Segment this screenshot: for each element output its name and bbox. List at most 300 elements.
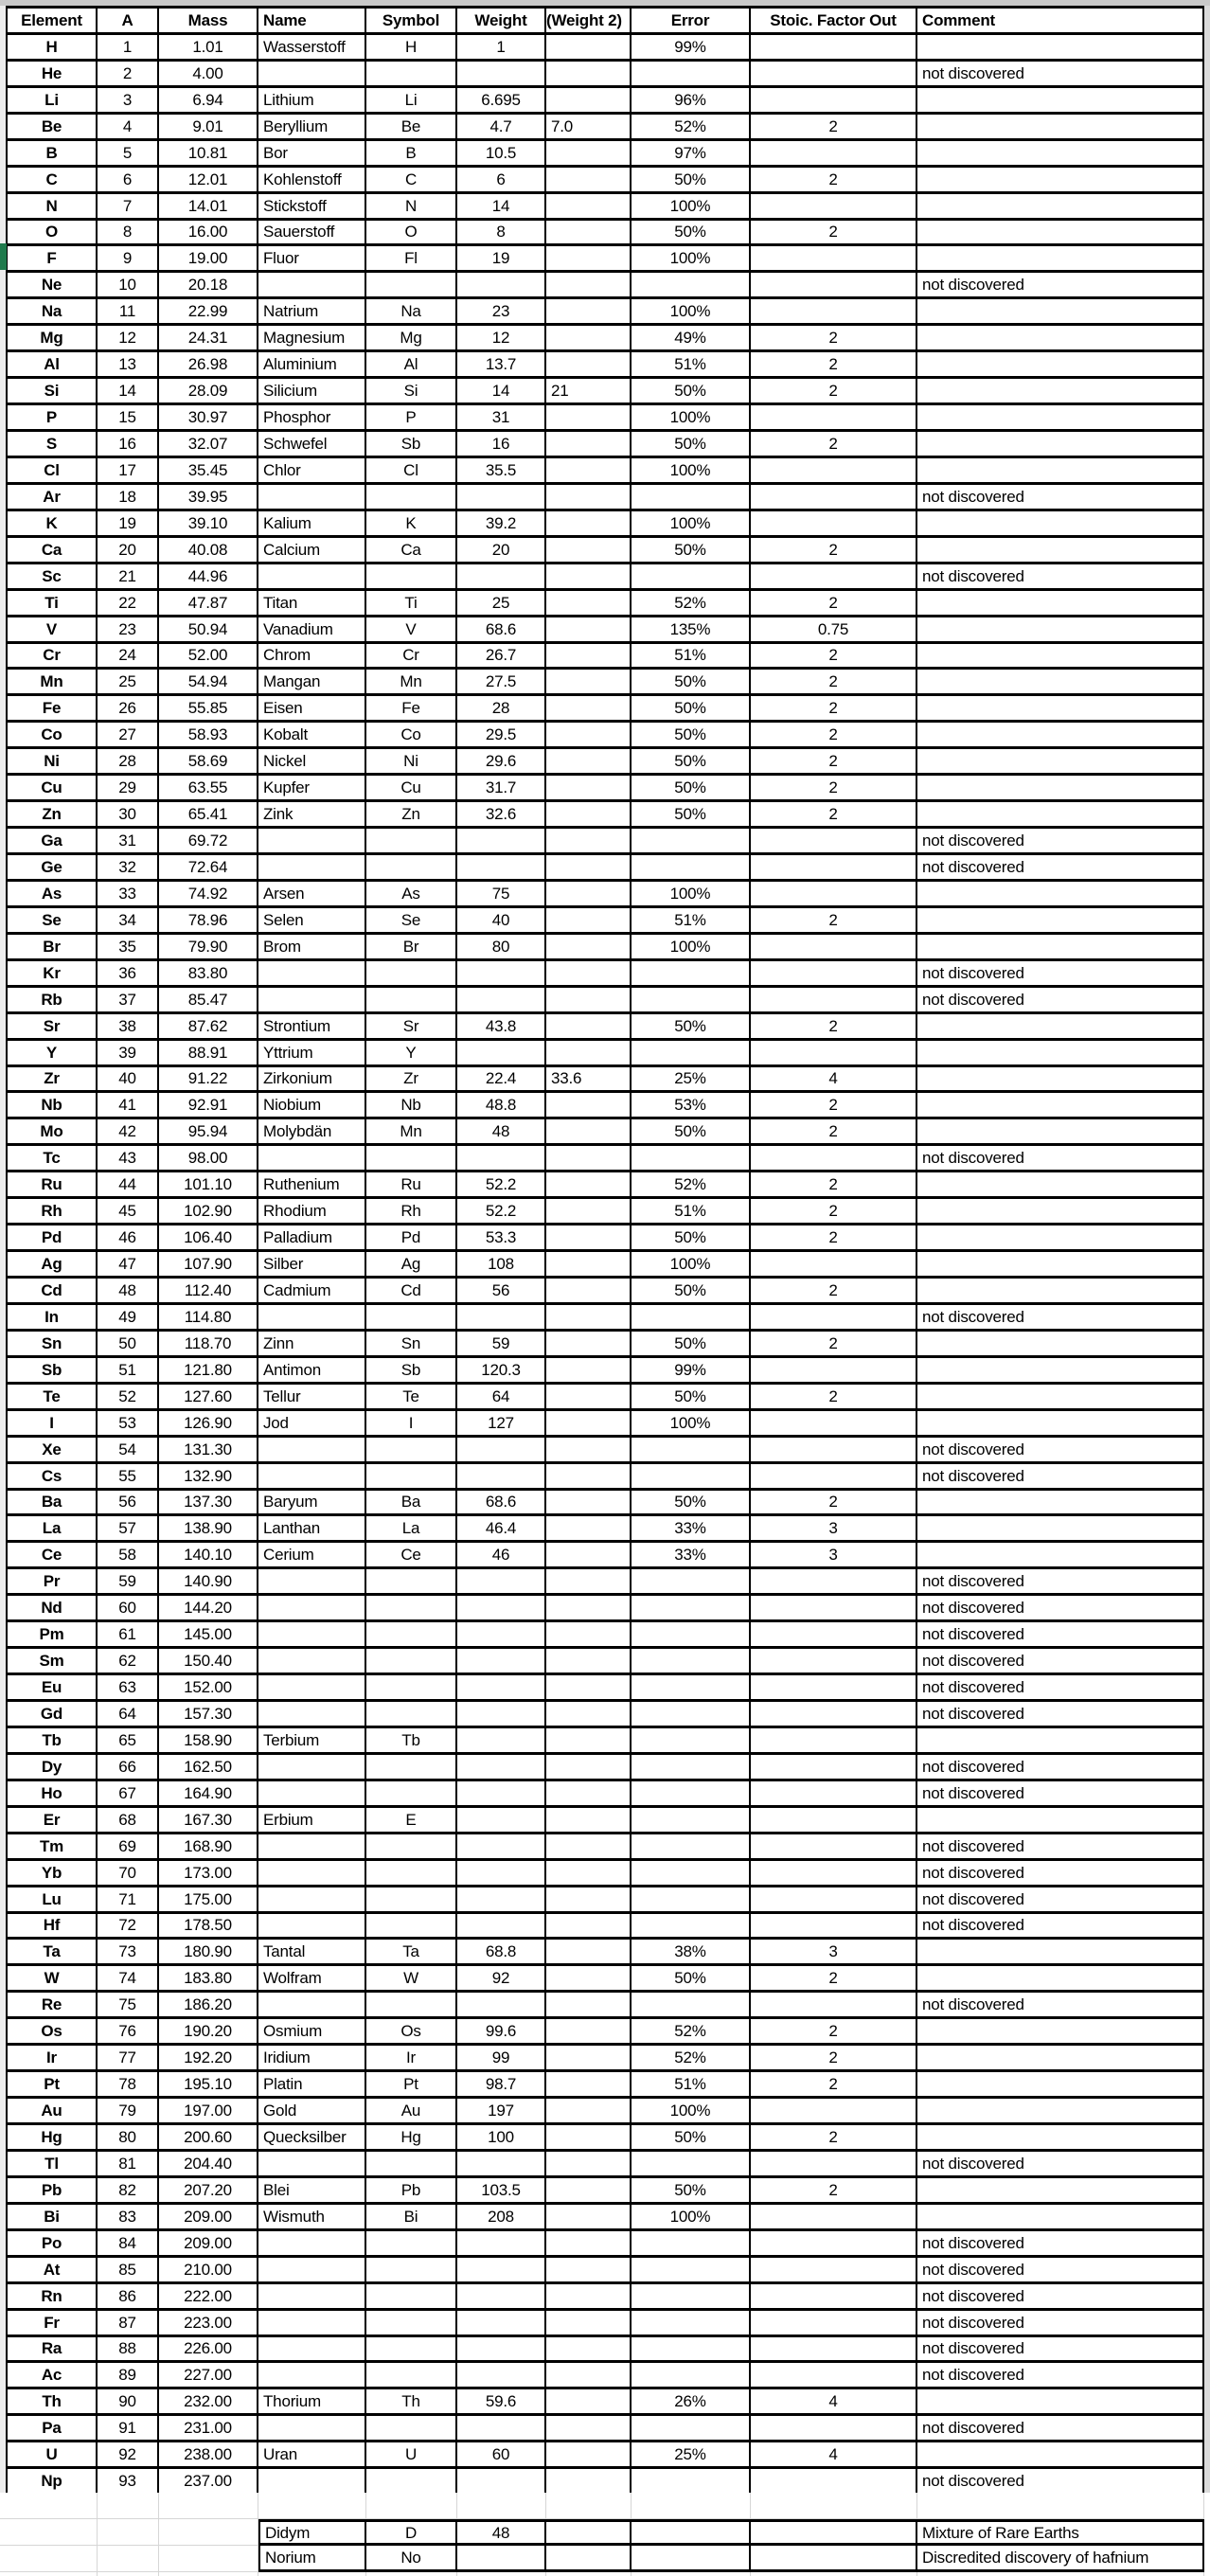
cell-mass[interactable]: 9.01 <box>159 115 258 141</box>
cell-weight[interactable] <box>457 1993 546 2019</box>
cell-stoic[interactable] <box>751 2416 917 2442</box>
cell-weight2[interactable] <box>546 2072 632 2099</box>
cell-element[interactable]: As <box>8 882 98 908</box>
cell-element[interactable]: Ni <box>8 749 98 776</box>
cell-name[interactable] <box>258 2311 366 2337</box>
cell-mass[interactable]: 209.00 <box>159 2231 258 2258</box>
cell-error[interactable] <box>632 2337 751 2364</box>
cell-element[interactable]: Cs <box>8 1464 98 1491</box>
cell-error[interactable]: 51% <box>632 1199 751 1225</box>
cell-weight[interactable] <box>457 1596 546 1622</box>
cell-element[interactable]: Sc <box>8 564 98 591</box>
cell-error[interactable] <box>632 1569 751 1596</box>
cell-mass[interactable]: 127.60 <box>159 1385 258 1411</box>
cell-stoic[interactable] <box>751 988 917 1014</box>
cell-stoic[interactable] <box>751 1755 917 1781</box>
cell-name[interactable] <box>258 1146 366 1172</box>
cell-weight[interactable]: 98.7 <box>457 2072 546 2099</box>
cell-mass[interactable]: 106.40 <box>159 1225 258 1252</box>
cell-error[interactable]: 51% <box>632 908 751 935</box>
cell-element[interactable]: Sn <box>8 1332 98 1358</box>
cell-weight2[interactable] <box>546 1119 632 1146</box>
cell-a[interactable]: 49 <box>98 1305 159 1332</box>
cell-weight[interactable]: 6 <box>457 168 546 194</box>
cell-symbol[interactable]: Cd <box>366 1279 457 1305</box>
cell-name[interactable]: Cerium <box>258 1543 366 1569</box>
cell-weight2[interactable] <box>546 617 632 644</box>
cell-error[interactable] <box>632 1675 751 1702</box>
cell-mass[interactable]: 138.90 <box>159 1516 258 1543</box>
ghost-cell-mass-empty[interactable] <box>159 2493 258 2519</box>
cell-comment[interactable] <box>917 1543 1204 1569</box>
cell-mass[interactable]: 145.00 <box>159 1622 258 1649</box>
cell-stoic[interactable]: 4 <box>751 2389 917 2416</box>
cell-mass[interactable]: 74.92 <box>159 882 258 908</box>
cell-weight2[interactable] <box>546 485 632 511</box>
cell-weight[interactable]: 80 <box>457 935 546 961</box>
cell-stoic[interactable]: 2 <box>751 326 917 352</box>
cell-a[interactable]: 44 <box>98 1172 159 1199</box>
cell-element[interactable]: V <box>8 617 98 644</box>
cell-weight2[interactable] <box>546 2258 632 2284</box>
cell-error[interactable] <box>632 2469 751 2496</box>
cell-a[interactable]: 14 <box>98 379 159 405</box>
cell-weight2[interactable] <box>546 2363 632 2389</box>
cell-error[interactable]: 50% <box>632 749 751 776</box>
cell-weight[interactable]: 27.5 <box>457 670 546 696</box>
cell-weight2[interactable] <box>546 935 632 961</box>
cell-error[interactable]: 100% <box>632 511 751 538</box>
cell-mass[interactable]: 85.47 <box>159 988 258 1014</box>
cell-comment[interactable] <box>917 2046 1204 2072</box>
cell-stoic[interactable] <box>751 1861 917 1887</box>
cell-stoic[interactable] <box>751 564 917 591</box>
cell-element[interactable]: Hg <box>8 2125 98 2152</box>
cell-name[interactable]: Kupfer <box>258 776 366 802</box>
cell-a[interactable]: 82 <box>98 2178 159 2205</box>
cell-weight[interactable]: 6.695 <box>457 88 546 115</box>
cell-weight[interactable]: 32.6 <box>457 802 546 829</box>
cell-symbol[interactable] <box>366 1702 457 1728</box>
footer-cell-weight2[interactable] <box>546 2546 632 2572</box>
cell-element[interactable]: Sb <box>8 1358 98 1385</box>
footer-cell-symbol[interactable]: No <box>366 2546 457 2572</box>
footer-cell-error[interactable] <box>632 2519 751 2546</box>
cell-weight[interactable]: 29.6 <box>457 749 546 776</box>
cell-element[interactable]: Fe <box>8 696 98 723</box>
cell-name[interactable]: Blei <box>258 2178 366 2205</box>
cell-weight2[interactable] <box>546 1252 632 1279</box>
cell-a[interactable]: 70 <box>98 1861 159 1887</box>
cell-comment[interactable] <box>917 168 1204 194</box>
cell-mass[interactable]: 209.00 <box>159 2205 258 2231</box>
cell-mass[interactable]: 168.90 <box>159 1834 258 1861</box>
cell-element[interactable]: In <box>8 1305 98 1332</box>
cell-mass[interactable]: 197.00 <box>159 2099 258 2125</box>
cell-mass[interactable]: 107.90 <box>159 1252 258 1279</box>
cell-symbol[interactable]: Ir <box>366 2046 457 2072</box>
ghost-cell-symbol-empty[interactable] <box>366 2493 457 2519</box>
cell-weight[interactable] <box>457 1305 546 1332</box>
cell-mass[interactable]: 204.40 <box>159 2152 258 2178</box>
cell-name[interactable]: Brom <box>258 935 366 961</box>
cell-weight[interactable] <box>457 1914 546 1941</box>
cell-error[interactable]: 50% <box>632 670 751 696</box>
cell-weight[interactable]: 99 <box>457 2046 546 2072</box>
cell-symbol[interactable]: E <box>366 1808 457 1834</box>
cell-a[interactable]: 88 <box>98 2337 159 2364</box>
cell-name[interactable] <box>258 2152 366 2178</box>
cell-element[interactable]: Po <box>8 2231 98 2258</box>
cell-mass[interactable]: 140.10 <box>159 1543 258 1569</box>
cell-error[interactable]: 49% <box>632 326 751 352</box>
cell-name[interactable]: Nickel <box>258 749 366 776</box>
cell-a[interactable]: 57 <box>98 1516 159 1543</box>
cell-symbol[interactable]: Ba <box>366 1491 457 1517</box>
cell-comment[interactable] <box>917 1119 1204 1146</box>
cell-name[interactable]: Beryllium <box>258 115 366 141</box>
cell-mass[interactable]: 28.09 <box>159 379 258 405</box>
cell-error[interactable]: 100% <box>632 2099 751 2125</box>
cell-name[interactable]: Thorium <box>258 2389 366 2416</box>
ghost-cell-a[interactable] <box>98 2519 159 2546</box>
cell-mass[interactable]: 78.96 <box>159 908 258 935</box>
cell-weight2[interactable] <box>546 141 632 168</box>
cell-weight[interactable]: 39.2 <box>457 511 546 538</box>
cell-name[interactable] <box>258 1993 366 2019</box>
cell-name[interactable] <box>258 1781 366 1808</box>
cell-comment[interactable]: not discovered <box>917 1146 1204 1172</box>
footer-cell-symbol[interactable]: D <box>366 2519 457 2546</box>
cell-name[interactable] <box>258 2337 366 2364</box>
cell-weight[interactable]: 28 <box>457 696 546 723</box>
cell-name[interactable] <box>258 855 366 882</box>
cell-error[interactable]: 50% <box>632 1966 751 1993</box>
cell-error[interactable] <box>632 1808 751 1834</box>
footer-cell-weight[interactable] <box>457 2546 546 2572</box>
cell-name[interactable]: Silicium <box>258 379 366 405</box>
cell-comment[interactable] <box>917 2019 1204 2046</box>
cell-weight2[interactable] <box>546 88 632 115</box>
cell-stoic[interactable] <box>751 1146 917 1172</box>
cell-symbol[interactable] <box>366 2258 457 2284</box>
cell-symbol[interactable] <box>366 1914 457 1941</box>
cell-comment[interactable] <box>917 1358 1204 1385</box>
cell-name[interactable]: Yttrium <box>258 1041 366 1067</box>
ghost-cell-comment-tail[interactable] <box>917 2572 1204 2576</box>
cell-element[interactable]: Tb <box>8 1728 98 1755</box>
cell-a[interactable]: 4 <box>98 115 159 141</box>
cell-comment[interactable] <box>917 1332 1204 1358</box>
cell-weight2[interactable] <box>546 696 632 723</box>
cell-symbol[interactable] <box>366 829 457 855</box>
ghost-cell-weight2-empty[interactable] <box>546 2493 632 2519</box>
cell-comment[interactable] <box>917 405 1204 432</box>
cell-a[interactable]: 38 <box>98 1014 159 1041</box>
cell-symbol[interactable]: Pd <box>366 1225 457 1252</box>
cell-element[interactable]: K <box>8 511 98 538</box>
cell-symbol[interactable]: La <box>366 1516 457 1543</box>
cell-weight[interactable]: 103.5 <box>457 2178 546 2205</box>
cell-symbol[interactable] <box>366 1781 457 1808</box>
cell-name[interactable]: Lithium <box>258 88 366 115</box>
cell-name[interactable] <box>258 1649 366 1675</box>
cell-element[interactable]: W <box>8 1966 98 1993</box>
cell-name[interactable] <box>258 1675 366 1702</box>
cell-weight2[interactable] <box>546 1385 632 1411</box>
cell-comment[interactable] <box>917 1041 1204 1067</box>
cell-mass[interactable]: 150.40 <box>159 1649 258 1675</box>
cell-weight2[interactable] <box>546 1438 632 1464</box>
cell-element[interactable]: Dy <box>8 1755 98 1781</box>
cell-weight[interactable]: 68.6 <box>457 1491 546 1517</box>
cell-element[interactable]: Al <box>8 352 98 379</box>
cell-weight[interactable] <box>457 1755 546 1781</box>
cell-error[interactable]: 50% <box>632 1491 751 1517</box>
cell-a[interactable]: 25 <box>98 670 159 696</box>
cell-element[interactable]: Br <box>8 935 98 961</box>
cell-name[interactable] <box>258 485 366 511</box>
cell-comment[interactable] <box>917 696 1204 723</box>
cell-stoic[interactable] <box>751 2152 917 2178</box>
cell-name[interactable]: Tantal <box>258 1940 366 1966</box>
cell-a[interactable]: 7 <box>98 194 159 221</box>
cell-stoic[interactable]: 2 <box>751 538 917 564</box>
cell-comment[interactable] <box>917 2442 1204 2469</box>
cell-stoic[interactable]: 2 <box>751 2019 917 2046</box>
cell-mass[interactable]: 92.91 <box>159 1093 258 1119</box>
cell-symbol[interactable] <box>366 273 457 299</box>
cell-stoic[interactable] <box>751 882 917 908</box>
cell-symbol[interactable]: Ta <box>366 1940 457 1966</box>
cell-name[interactable]: Rhodium <box>258 1199 366 1225</box>
cell-weight2[interactable] <box>546 1464 632 1491</box>
cell-error[interactable]: 100% <box>632 458 751 485</box>
cell-error[interactable] <box>632 1993 751 2019</box>
cell-name[interactable] <box>258 564 366 591</box>
cell-symbol[interactable] <box>366 2363 457 2389</box>
cell-a[interactable]: 34 <box>98 908 159 935</box>
cell-mass[interactable]: 98.00 <box>159 1146 258 1172</box>
cell-element[interactable]: Eu <box>8 1675 98 1702</box>
cell-stoic[interactable]: 2 <box>751 1093 917 1119</box>
cell-a[interactable]: 80 <box>98 2125 159 2152</box>
cell-a[interactable]: 43 <box>98 1146 159 1172</box>
cell-mass[interactable]: 83.80 <box>159 961 258 988</box>
cell-weight[interactable]: 14 <box>457 194 546 221</box>
cell-a[interactable]: 76 <box>98 2019 159 2046</box>
cell-a[interactable]: 78 <box>98 2072 159 2099</box>
cell-a[interactable]: 3 <box>98 88 159 115</box>
cell-stoic[interactable] <box>751 1569 917 1596</box>
cell-a[interactable]: 8 <box>98 221 159 247</box>
cell-mass[interactable]: 157.30 <box>159 1702 258 1728</box>
cell-stoic[interactable] <box>751 88 917 115</box>
cell-mass[interactable]: 137.30 <box>159 1491 258 1517</box>
cell-weight[interactable]: 40 <box>457 908 546 935</box>
cell-element[interactable]: Li <box>8 88 98 115</box>
cell-error[interactable]: 50% <box>632 802 751 829</box>
cell-weight[interactable] <box>457 1649 546 1675</box>
cell-mass[interactable]: 65.41 <box>159 802 258 829</box>
cell-stoic[interactable]: 3 <box>751 1940 917 1966</box>
cell-mass[interactable]: 183.80 <box>159 1966 258 1993</box>
cell-error[interactable]: 135% <box>632 617 751 644</box>
cell-stoic[interactable]: 2 <box>751 776 917 802</box>
cell-weight[interactable]: 48.8 <box>457 1093 546 1119</box>
cell-a[interactable]: 11 <box>98 299 159 326</box>
cell-element[interactable]: Ac <box>8 2363 98 2389</box>
cell-weight[interactable]: 99.6 <box>457 2019 546 2046</box>
cell-comment[interactable]: not discovered <box>917 1702 1204 1728</box>
cell-comment[interactable]: not discovered <box>917 1993 1204 2019</box>
cell-a[interactable]: 13 <box>98 352 159 379</box>
cell-weight[interactable]: 46.4 <box>457 1516 546 1543</box>
cell-mass[interactable]: 19.00 <box>159 246 258 273</box>
cell-weight2[interactable] <box>546 1146 632 1172</box>
cell-symbol[interactable]: Zr <box>366 1067 457 1094</box>
cell-a[interactable]: 68 <box>98 1808 159 1834</box>
cell-stoic[interactable] <box>751 2258 917 2284</box>
cell-a[interactable]: 23 <box>98 617 159 644</box>
cell-mass[interactable]: 126.90 <box>159 1411 258 1438</box>
cell-stoic[interactable]: 3 <box>751 1543 917 1569</box>
cell-mass[interactable]: 1.01 <box>159 35 258 62</box>
cell-comment[interactable]: not discovered <box>917 1649 1204 1675</box>
cell-name[interactable]: Chrom <box>258 644 366 671</box>
cell-weight[interactable]: 59 <box>457 1332 546 1358</box>
cell-a[interactable]: 81 <box>98 2152 159 2178</box>
cell-weight[interactable] <box>457 2258 546 2284</box>
cell-weight2[interactable] <box>546 1861 632 1887</box>
cell-symbol[interactable] <box>366 485 457 511</box>
cell-comment[interactable] <box>917 749 1204 776</box>
cell-element[interactable]: Ru <box>8 1172 98 1199</box>
cell-element[interactable]: Tm <box>8 1834 98 1861</box>
cell-comment[interactable] <box>917 935 1204 961</box>
cell-weight[interactable]: 68.8 <box>457 1940 546 1966</box>
cell-element[interactable]: Nd <box>8 1596 98 1622</box>
cell-symbol[interactable] <box>366 62 457 88</box>
cell-comment[interactable] <box>917 88 1204 115</box>
cell-weight2[interactable] <box>546 1332 632 1358</box>
cell-symbol[interactable] <box>366 2231 457 2258</box>
cell-error[interactable] <box>632 2284 751 2311</box>
cell-comment[interactable] <box>917 670 1204 696</box>
cell-symbol[interactable]: Mn <box>366 670 457 696</box>
cell-comment[interactable] <box>917 1491 1204 1517</box>
cell-a[interactable]: 86 <box>98 2284 159 2311</box>
cell-stoic[interactable] <box>751 1834 917 1861</box>
cell-weight2[interactable] <box>546 352 632 379</box>
cell-comment[interactable] <box>917 591 1204 617</box>
cell-element[interactable]: Mo <box>8 1119 98 1146</box>
cell-comment[interactable] <box>917 246 1204 273</box>
cell-symbol[interactable]: Au <box>366 2099 457 2125</box>
cell-a[interactable]: 85 <box>98 2258 159 2284</box>
cell-stoic[interactable]: 2 <box>751 670 917 696</box>
cell-mass[interactable]: 132.90 <box>159 1464 258 1491</box>
cell-weight2[interactable] <box>546 221 632 247</box>
cell-error[interactable] <box>632 1622 751 1649</box>
ghost-cell-weight-tail[interactable] <box>457 2572 546 2576</box>
cell-name[interactable] <box>258 988 366 1014</box>
ghost-cell-mass[interactable] <box>159 2519 258 2546</box>
cell-weight[interactable] <box>457 2363 546 2389</box>
cell-element[interactable]: P <box>8 405 98 432</box>
cell-comment[interactable]: not discovered <box>917 1834 1204 1861</box>
cell-name[interactable]: Palladium <box>258 1225 366 1252</box>
cell-element[interactable]: La <box>8 1516 98 1543</box>
cell-error[interactable] <box>632 1728 751 1755</box>
cell-weight2[interactable] <box>546 246 632 273</box>
cell-name[interactable]: Lanthan <box>258 1516 366 1543</box>
cell-mass[interactable]: 144.20 <box>159 1596 258 1622</box>
cell-weight[interactable] <box>457 273 546 299</box>
cell-comment[interactable] <box>917 1067 1204 1094</box>
cell-error[interactable] <box>632 1305 751 1332</box>
cell-error[interactable]: 99% <box>632 35 751 62</box>
cell-comment[interactable] <box>917 1728 1204 1755</box>
cell-name[interactable]: Platin <box>258 2072 366 2099</box>
cell-weight[interactable] <box>457 1146 546 1172</box>
cell-name[interactable]: Eisen <box>258 696 366 723</box>
cell-a[interactable]: 47 <box>98 1252 159 1279</box>
cell-symbol[interactable]: O <box>366 221 457 247</box>
cell-symbol[interactable]: W <box>366 1966 457 1993</box>
cell-weight2[interactable] <box>546 908 632 935</box>
cell-weight[interactable] <box>457 485 546 511</box>
cell-name[interactable]: Vanadium <box>258 617 366 644</box>
cell-comment[interactable] <box>917 644 1204 671</box>
cell-mass[interactable]: 158.90 <box>159 1728 258 1755</box>
cell-comment[interactable] <box>917 882 1204 908</box>
cell-a[interactable]: 77 <box>98 2046 159 2072</box>
cell-weight2[interactable] <box>546 1781 632 1808</box>
cell-element[interactable]: Gd <box>8 1702 98 1728</box>
cell-symbol[interactable]: Be <box>366 115 457 141</box>
cell-error[interactable] <box>632 1781 751 1808</box>
cell-mass[interactable]: 190.20 <box>159 2019 258 2046</box>
cell-comment[interactable] <box>917 2205 1204 2231</box>
cell-symbol[interactable]: N <box>366 194 457 221</box>
cell-weight[interactable]: 59.6 <box>457 2389 546 2416</box>
cell-name[interactable]: Chlor <box>258 458 366 485</box>
cell-weight2[interactable] <box>546 2389 632 2416</box>
cell-error[interactable]: 50% <box>632 379 751 405</box>
cell-a[interactable]: 27 <box>98 723 159 749</box>
cell-symbol[interactable]: Br <box>366 935 457 961</box>
cell-comment[interactable] <box>917 1199 1204 1225</box>
cell-element[interactable]: Be <box>8 115 98 141</box>
cell-stoic[interactable]: 2 <box>751 1014 917 1041</box>
cell-comment[interactable] <box>917 2072 1204 2099</box>
cell-stoic[interactable]: 2 <box>751 2046 917 2072</box>
cell-comment[interactable] <box>917 35 1204 62</box>
cell-element[interactable]: Mn <box>8 670 98 696</box>
cell-symbol[interactable]: Tb <box>366 1728 457 1755</box>
cell-element[interactable]: Pd <box>8 1225 98 1252</box>
cell-weight2[interactable] <box>546 1755 632 1781</box>
cell-a[interactable]: 72 <box>98 1914 159 1941</box>
cell-weight2[interactable] <box>546 564 632 591</box>
cell-stoic[interactable] <box>751 1993 917 2019</box>
cell-weight[interactable]: 92 <box>457 1966 546 1993</box>
cell-element[interactable]: Tl <box>8 2152 98 2178</box>
cell-symbol[interactable]: Rh <box>366 1199 457 1225</box>
cell-name[interactable]: Kobalt <box>258 723 366 749</box>
cell-error[interactable]: 50% <box>632 1332 751 1358</box>
